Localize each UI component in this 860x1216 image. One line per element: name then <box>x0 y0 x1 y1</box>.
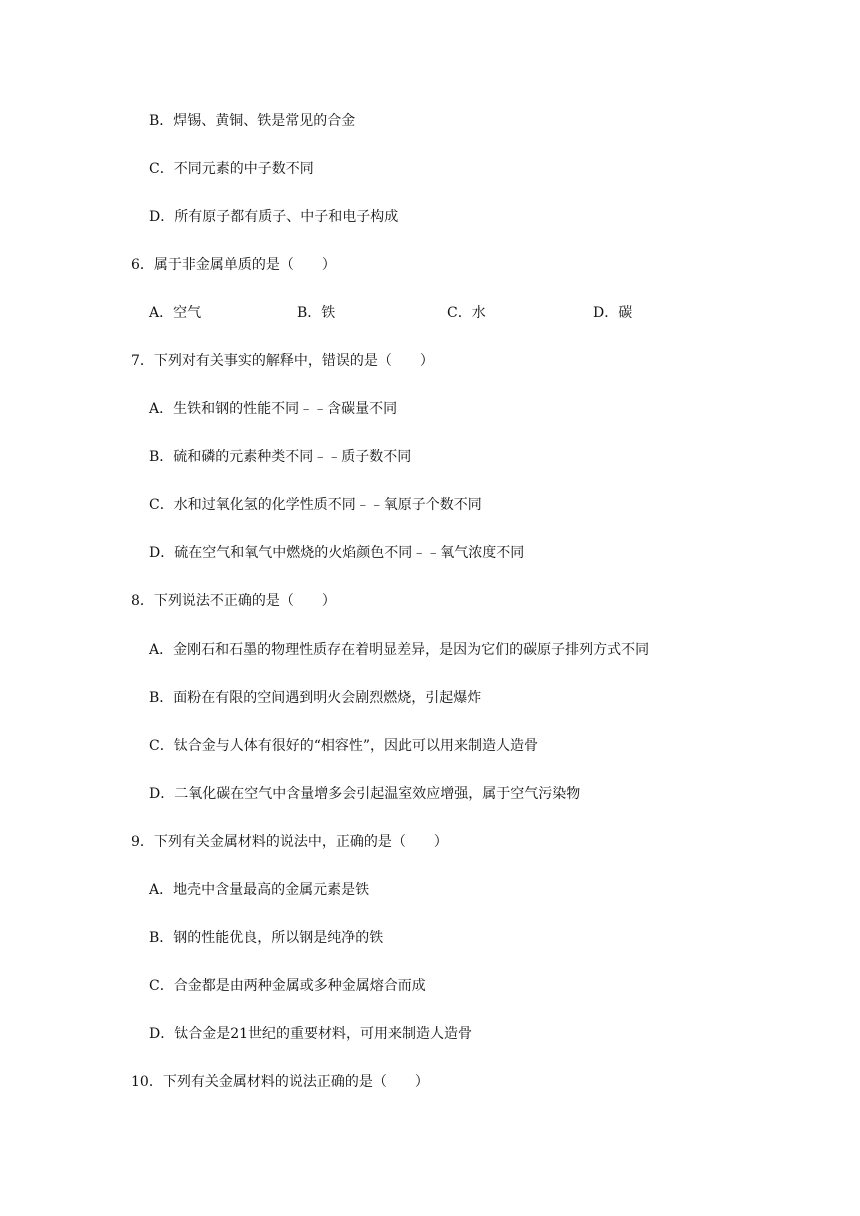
q7-option-d: D．硫在空气和氧气中燃烧的火焰颜色不同﹣﹣氧气浓度不同 <box>149 545 525 561</box>
q7-option-a: A．生铁和钢的性能不同﹣﹣含碳量不同 <box>149 401 398 417</box>
q9-option-c: C．合金都是由两种金属或多种金属熔合而成 <box>149 978 426 994</box>
q9-option-d: D．钛合金是21世纪的重要材料，可用来制造人造骨 <box>149 1026 473 1042</box>
q5-option-d: D．所有原子都有质子、中子和电子构成 <box>149 209 399 225</box>
q7-option-b: B．硫和磷的元素种类不同﹣﹣质子数不同 <box>149 449 412 465</box>
question-8: 8．下列说法不正确的是（ ） <box>131 593 336 609</box>
q8-option-a: A．金刚石和石墨的物理性质存在着明显差异，是因为它们的碳原子排列方式不同 <box>149 642 650 658</box>
question-6: 6．属于非金属单质的是（ ） <box>131 257 336 273</box>
q6-option-a: A．空气 <box>149 305 202 321</box>
q9-option-a: A．地壳中含量最高的金属元素是铁 <box>149 882 370 898</box>
q6-option-d: D．碳 <box>593 305 633 321</box>
question-10: 10．下列有关金属材料的说法正确的是（ ） <box>131 1074 429 1090</box>
q5-option-c: C．不同元素的中子数不同 <box>149 161 314 177</box>
question-7: 7．下列对有关事实的解释中，错误的是（ ） <box>131 353 434 369</box>
question-9: 9．下列有关金属材料的说法中，正确的是（ ） <box>131 834 448 850</box>
q7-option-c: C．水和过氧化氢的化学性质不同﹣﹣氧原子个数不同 <box>149 497 482 513</box>
q6-option-b: B．铁 <box>297 305 336 321</box>
q5-option-b: B．焊锡、黄铜、铁是常见的合金 <box>149 113 356 129</box>
q6-option-c: C．水 <box>447 305 486 321</box>
q8-option-c: C．钛合金与人体有很好的“相容性”，因此可以用来制造人造骨 <box>149 738 539 754</box>
q9-option-b: B．钢的性能优良，所以钢是纯净的铁 <box>149 930 384 946</box>
q8-option-d: D．二氧化碳在空气中含量增多会引起温室效应增强，属于空气污染物 <box>149 786 581 802</box>
q8-option-b: B．面粉在有限的空间遇到明火会剧烈燃烧，引起爆炸 <box>149 690 482 706</box>
